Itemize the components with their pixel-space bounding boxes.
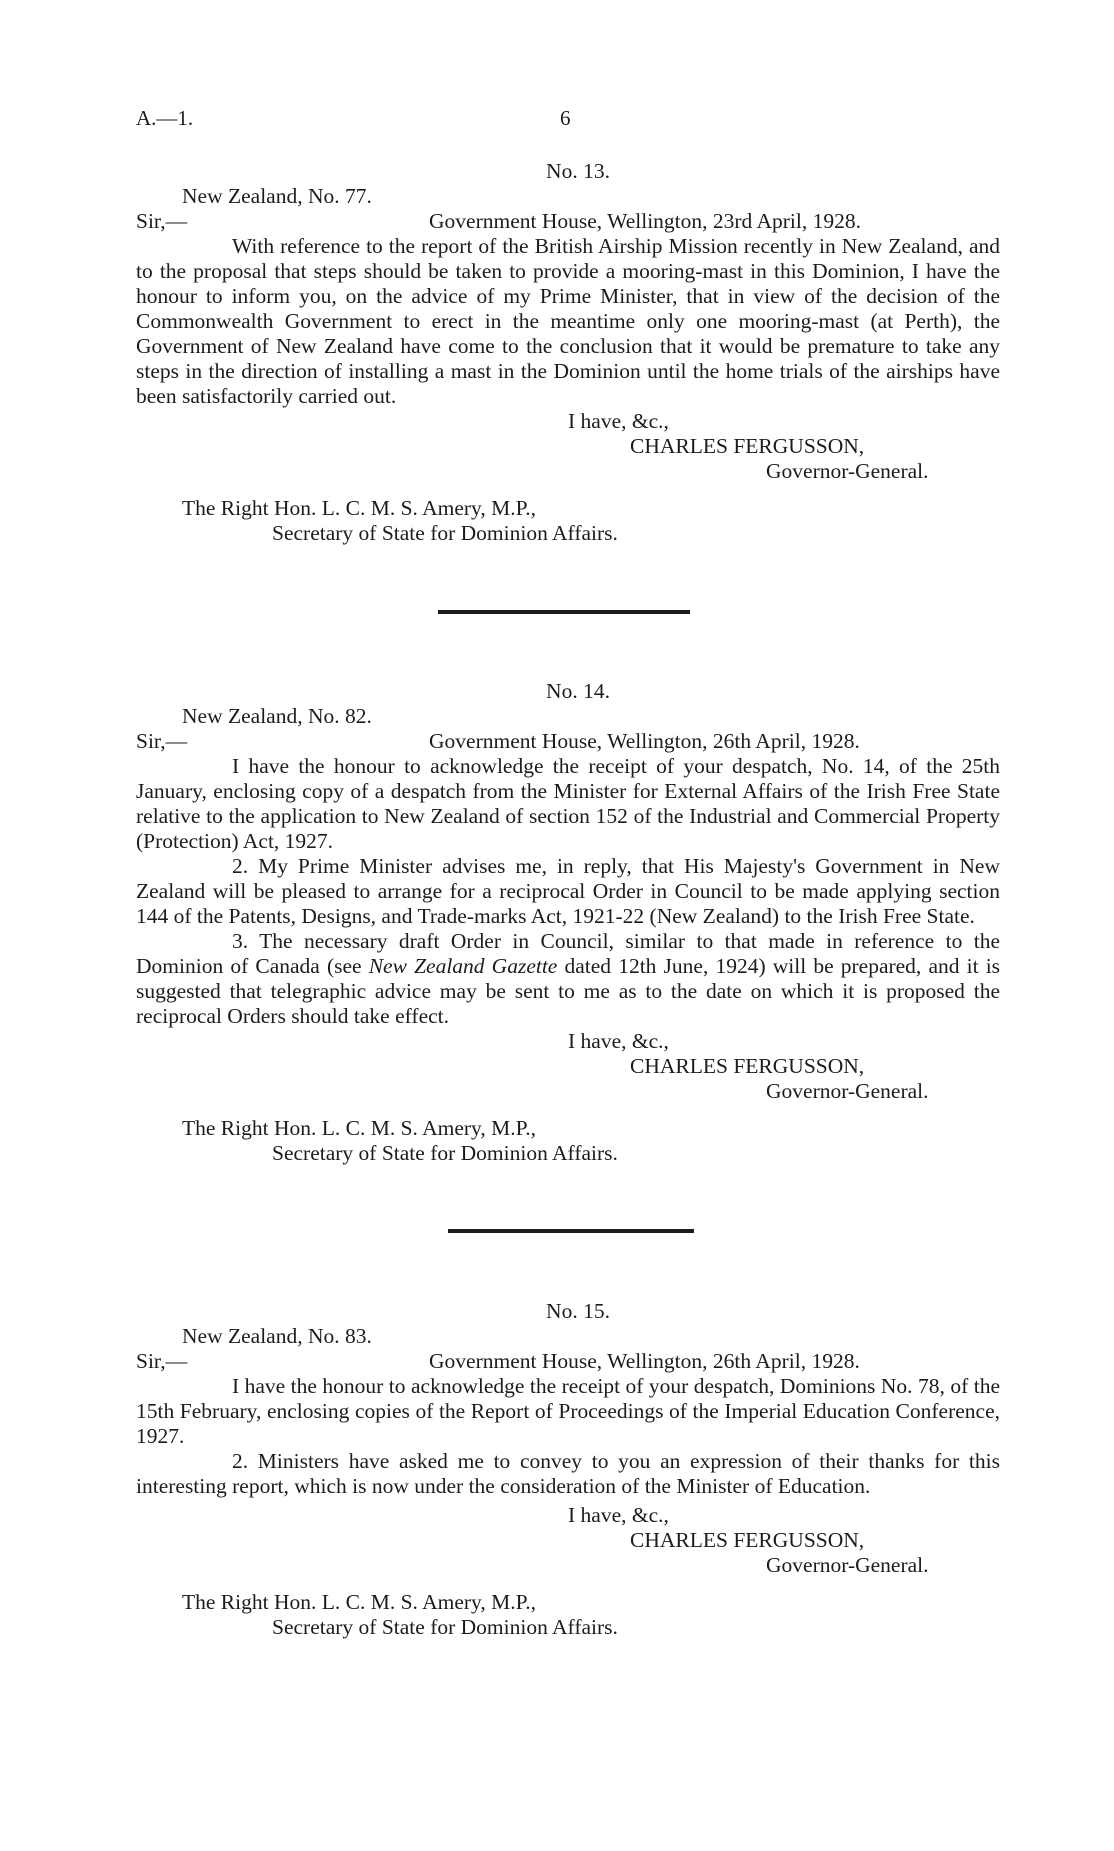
document-reference: A.—1.	[136, 106, 194, 130]
signatory: CHARLES FERGUSSON,	[630, 1054, 865, 1078]
addressee-block	[136, 496, 1000, 546]
sender-address: Government House, Wellington, 23rd April, 1928.	[429, 209, 862, 233]
letter-15	[136, 1299, 1000, 1640]
despatch-reference: New Zealand, No. 82.	[182, 704, 372, 728]
letter-14	[136, 679, 1000, 1166]
closing: I have, &c.,	[568, 1029, 669, 1053]
salutation-line	[136, 1349, 1000, 1374]
letter-13	[136, 159, 1000, 546]
signature-block	[136, 409, 1000, 484]
body-paragraph: I have the honour to acknowledge the receipt of your despatch, No. 14, of the 25th January, enclosing copy of a despatch from the Minister for External Affairs of the Irish Free State relative to the application to New Zealand of section 152 of the Industrial and Commercial Property (Protection) Act, 1927.	[136, 754, 1000, 853]
closing: I have, &c.,	[568, 409, 669, 433]
closing: I have, &c.,	[568, 1503, 669, 1527]
salutation: Sir,—	[136, 209, 188, 233]
sender-address: Government House, Wellington, 26th April, 1928.	[429, 729, 860, 753]
letter-number: No. 13.	[546, 159, 610, 183]
letter-number: No. 14.	[546, 679, 610, 703]
addressee-title: Secretary of State for Dominion Affairs.	[272, 1141, 618, 1165]
section-divider	[448, 1229, 694, 1233]
salutation-line	[136, 209, 1000, 234]
addressee: The Right Hon. L. C. M. S. Amery, M.P.,	[182, 1116, 536, 1140]
despatch-reference: New Zealand, No. 83.	[182, 1324, 372, 1348]
body-paragraph: With reference to the report of the British Airship Mission recently in New Zealand, and to the proposal that steps should be taken to provide a mooring-mast in this Dominion, I have the honour to inform you, on the advice of my Prime Minister, that in view of the decision of the Commonwealth Government to erect in the meantime only one mooring-mast (at Perth), the Government of New Zealand have come to the conclusion that it would be premature to take any steps in the direction of installing a mast in the Dominion until the home trials of the airships have been satisfactorily carried out.	[136, 234, 1000, 408]
signatory: CHARLES FERGUSSON,	[630, 1528, 865, 1552]
body-paragraph: I have the honour to acknowledge the receipt of your despatch, Dominions No. 78, of the 15th February, enclosing copies of the Report of Proceedings of the Imperial Education Conference, 1927.	[136, 1374, 1000, 1448]
addressee-title: Secretary of State for Dominion Affairs.	[272, 521, 618, 545]
body-paragraph	[136, 929, 1000, 1029]
addressee: The Right Hon. L. C. M. S. Amery, M.P.,	[182, 496, 536, 520]
addressee-block	[136, 1116, 1000, 1166]
sender-address: Government House, Wellington, 26th April, 1928.	[429, 1349, 860, 1373]
body-paragraph: 2. Ministers have asked me to convey to you an expression of their thanks for this interesting report, which is now under the consideration of the Minister of Education.	[136, 1449, 1000, 1498]
signatory-title: Governor-General.	[766, 459, 929, 483]
salutation-line	[136, 729, 1000, 754]
addressee-title: Secretary of State for Dominion Affairs.	[272, 1615, 618, 1639]
addressee-block	[136, 1590, 1000, 1640]
letter-number: No. 15.	[546, 1299, 610, 1323]
signature-block	[136, 1503, 1000, 1578]
page-header	[136, 106, 978, 136]
section-divider	[438, 610, 690, 614]
signature-block	[136, 1029, 1000, 1104]
salutation: Sir,—	[136, 1349, 188, 1373]
signatory-title: Governor-General.	[766, 1079, 929, 1103]
signatory-title: Governor-General.	[766, 1553, 929, 1577]
addressee: The Right Hon. L. C. M. S. Amery, M.P.,	[182, 1590, 536, 1614]
body-paragraph: 2. My Prime Minister advises me, in reply, that His Majesty's Government in New Zealand will be pleased to arrange for a reciprocal Order in Council to be made applying section 144 of the Patents, Designs, and Trade-marks Act, 1921-22 (New Zealand) to the Irish Free State.	[136, 854, 1000, 928]
paragraph-text: 3. The necessary draft Order in Council, similar to that made in reference to the Dominion of Canada (see	[136, 929, 1000, 978]
despatch-reference: New Zealand, No. 77.	[182, 184, 372, 208]
signatory: CHARLES FERGUSSON,	[630, 434, 865, 458]
gazette-title: New Zealand Gazette	[368, 954, 558, 978]
paragraph-text: dated 12th June, 1924) will be prepared, and it is suggested that telegraphic advice may be sent to me as to the date on which it is proposed the reciprocal Orders should take effect.	[136, 954, 1001, 1028]
salutation: Sir,—	[136, 729, 188, 753]
page-number: 6	[560, 106, 571, 130]
